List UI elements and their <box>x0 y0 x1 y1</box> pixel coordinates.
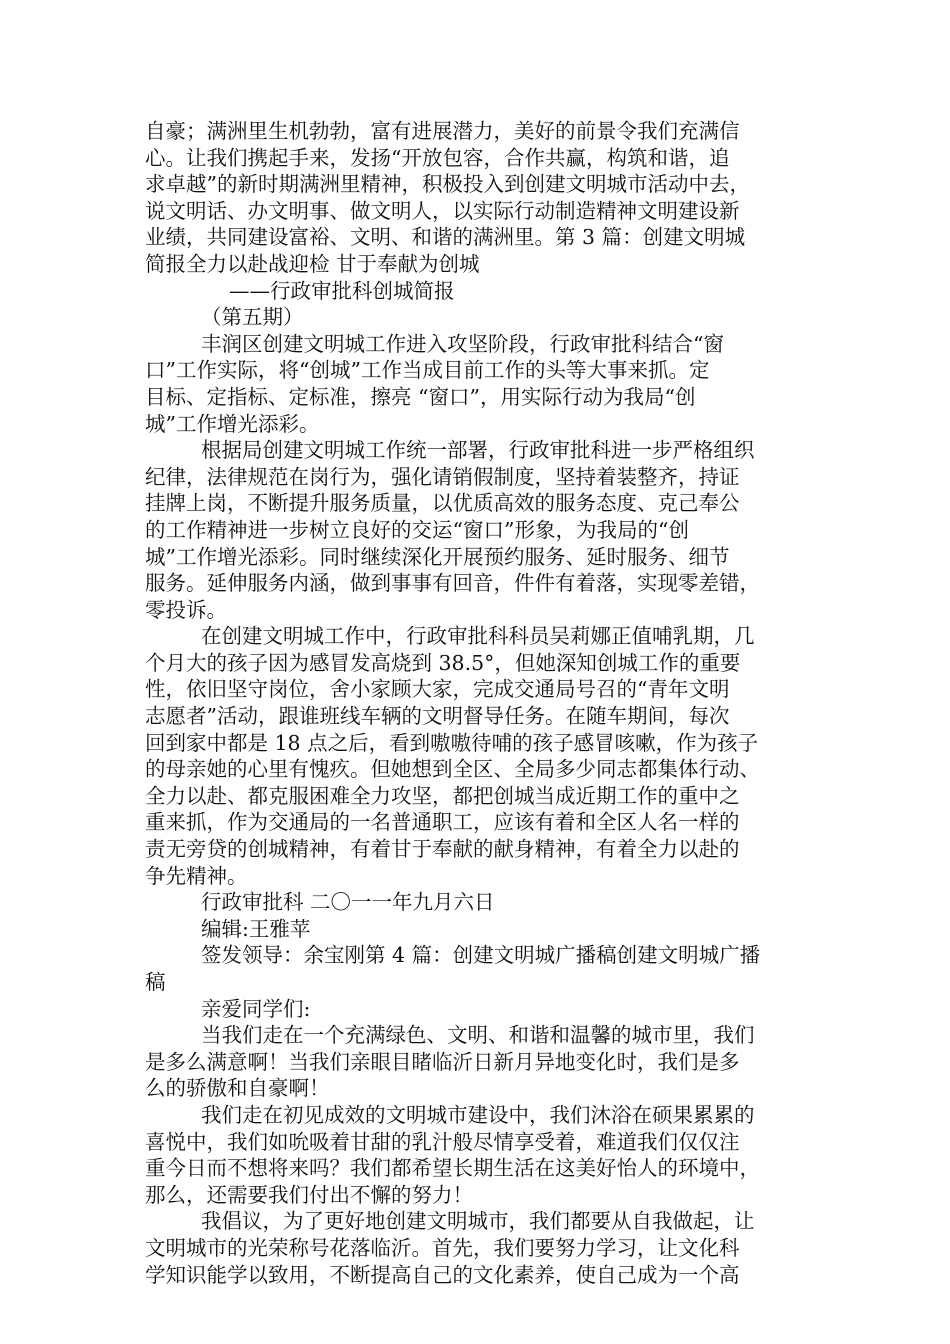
text-line: 在创建文明城工作中，行政审批科科员吴莉娜正值哺乳期，几 <box>201 624 755 649</box>
text-line: 说文明话、办文明事、做文明人，以实际行动制造精神文明建设新 <box>145 198 740 223</box>
text-line: 目标、定指标、定标准，擦亮 “窗口”，用实际行动为我局“创 <box>145 384 696 409</box>
text-line: 的工作精神进一步树立良好的交运“窗口”形象，为我局的“创 <box>145 517 689 542</box>
text-line: 学知识能学以致用，不断提高自己的文化素养，使自己成为一个高 <box>145 1262 740 1287</box>
text-line: 我倡议，为了更好地创建文明城市，我们都要从自我做起，让 <box>201 1209 755 1234</box>
text-line: 零投诉。 <box>145 597 227 622</box>
text-line: （第五期） <box>201 305 304 330</box>
text-line: 回到家中都是 18 点之后，看到嗷嗷待哺的孩子感冒咳嗽，作为孩子 <box>145 730 759 755</box>
text-line: 志愿者”活动，跟谁班线车辆的文明督导任务。在随车期间，每次 <box>145 704 730 729</box>
text-line: 口”工作实际，将“创城”工作当成目前工作的头等大事来抓。定 <box>145 358 710 383</box>
text-line: 业绩，共同建设富裕、文明、和谐的满洲里。第 3 篇：创建文明城 <box>145 225 746 250</box>
text-line: 那么，还需要我们付出不懈的努力！ <box>145 1182 473 1207</box>
text-line: ——行政审批科创城简报 <box>229 278 455 303</box>
text-line: 签发领导：余宝刚第 4 篇：创建文明城广播稿创建文明城广播 <box>201 943 761 968</box>
text-line: 么的骄傲和自豪啊！ <box>145 1076 330 1101</box>
text-line: 性，依旧坚守岗位，舍小家顾大家，完成交通局号召的“青年文明 <box>145 677 730 702</box>
text-line: 行政审批科 二〇一一年九月六日 <box>201 890 495 915</box>
document-page <box>145 118 809 1288</box>
text-line: 个月大的孩子因为感冒发高烧到 38.5°，但她深知创城工作的重要 <box>145 650 741 675</box>
text-line: 简报全力以赴战迎检 甘于奉献为创城 <box>145 251 480 276</box>
text-line: 全力以赴、都克服困难全力攻坚，都把创城当成近期工作的重中之 <box>145 783 740 808</box>
text-line: 纪律，法律规范在岗行为，强化请销假制度，坚持着装整齐，持证 <box>145 464 740 489</box>
text-line: 编辑:王雅苹 <box>201 916 311 941</box>
text-line: 根据局创建文明城工作统一部署，行政审批科进一步严格组织 <box>201 438 755 463</box>
text-line: 当我们走在一个充满绿色、文明、和谐和温馨的城市里，我们 <box>201 1023 755 1048</box>
text-line: 争先精神。 <box>145 863 248 888</box>
text-line: 责无旁贷的创城精神，有着甘于奉献的献身精神，有着全力以赴的 <box>145 837 740 862</box>
text-line: 我们走在初见成效的文明城市建设中，我们沐浴在硕果累累的 <box>201 1102 755 1127</box>
text-line: 重来抓，作为交通局的一名普通职工，应该有着和全区人名一样的 <box>145 810 740 835</box>
text-line: 丰润区创建文明城工作进入攻坚阶段，行政审批科结合“窗 <box>201 331 724 356</box>
text-line: 城”工作增光添彩。同时继续深化开展预约服务、延时服务、细节 <box>145 544 730 569</box>
text-line: 重今日而不想将来吗？我们都希望长期生活在这美好怡人的环境中， <box>145 1156 760 1181</box>
text-line: 心。让我们携起手来，发扬“开放包容，合作共赢，构筑和谐，追 <box>145 145 730 170</box>
text-line: 亲爱同学们: <box>201 996 311 1021</box>
text-line: 求卓越”的新时期满洲里精神，积极投入到创建文明城市活动中去， <box>145 172 750 197</box>
text-line: 挂牌上岗，不断提升服务质量，以优质高效的服务态度、克己奉公 <box>145 491 740 516</box>
text-line: 文明城市的光荣称号花落临沂。首先，我们要努力学习，让文化科 <box>145 1235 740 1260</box>
text-line: 稿 <box>145 970 166 994</box>
text-line: 的母亲她的心里有愧疚。但她想到全区、全局多少同志都集体行动、 <box>145 757 760 782</box>
text-line: 自豪；满洲里生机勃勃，富有进展潜力，美好的前景令我们充满信 <box>145 119 740 143</box>
text-line: 服务。延伸服务内涵，做到事事有回音，件件有着落，实现零差错， <box>145 571 760 596</box>
text-line: 是多么满意啊！当我们亲眼目睹临沂日新月异地变化时，我们是多 <box>145 1049 740 1074</box>
text-line: 城”工作增光添彩。 <box>145 411 320 436</box>
text-line: 喜悦中，我们如吮吸着甘甜的乳汁般尽情享受着，难道我们仅仅注 <box>145 1129 740 1154</box>
